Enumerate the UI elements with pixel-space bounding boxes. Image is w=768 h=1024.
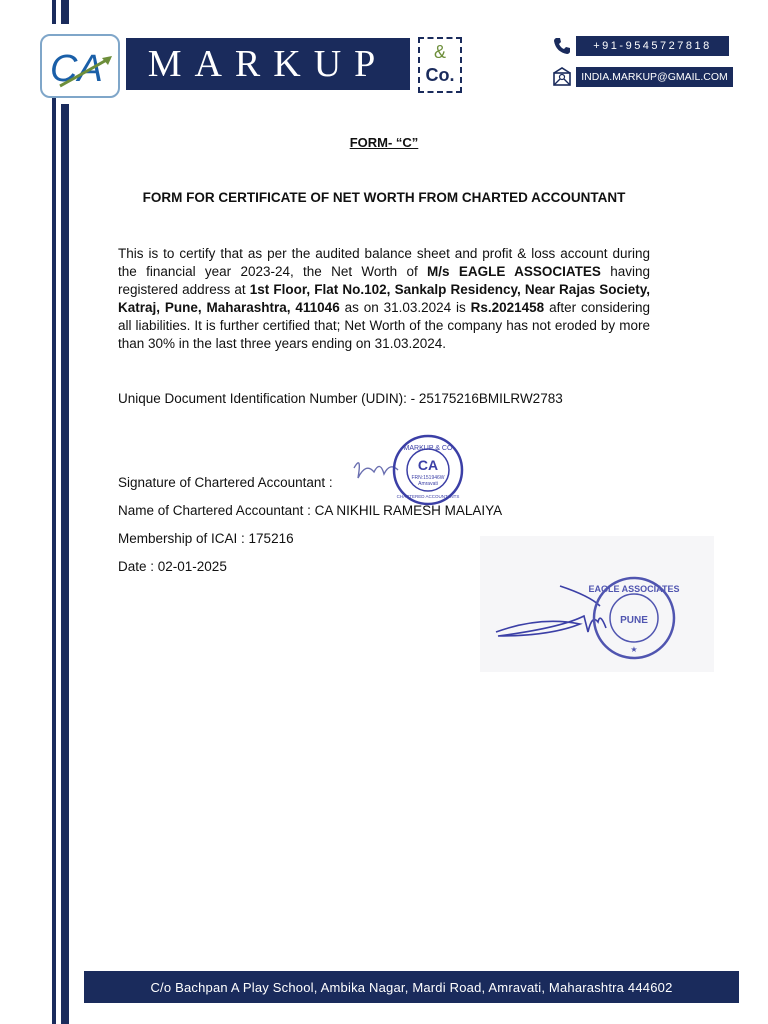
left-border-bar xyxy=(61,104,69,1024)
email-contact xyxy=(552,67,733,87)
footer-address-bar xyxy=(84,971,739,1003)
co-box xyxy=(418,37,462,93)
co-label: Co. xyxy=(425,65,455,85)
ca-name-line: Name of Chartered Accountant : CA NIKHIL RAMESH MALAIYA xyxy=(118,503,503,518)
form-title: FORM- “C” xyxy=(349,135,419,150)
para-text: having registered address at xyxy=(118,264,650,297)
stamp-frn: FRN:151946W xyxy=(411,475,445,481)
para-text: This is to certify that as per the audited balance sheet and profit & loss account during the financial year 2023-24, the Net Worth of xyxy=(118,246,650,279)
stamp-city: Amravati xyxy=(418,481,438,487)
phone-icon xyxy=(552,36,572,56)
stamp-bottom-text: CHARTERED ACCOUNTANTS xyxy=(396,494,460,499)
date-line: Date : 02-01-2025 xyxy=(118,559,227,574)
ca-logo xyxy=(40,34,120,98)
logo-text: CA xyxy=(50,48,103,90)
form-heading: FORM FOR CERTIFICATE OF NET WORTH FROM CHARTED ACCOUNTANT xyxy=(142,190,626,205)
left-border-bar xyxy=(52,0,56,24)
firm-name: MARKUP xyxy=(147,43,389,85)
phone-contact xyxy=(552,36,729,56)
ca-signature-stamp xyxy=(340,432,470,508)
envelope-icon xyxy=(552,67,572,87)
stamp-top-text: MARKUP & CO xyxy=(403,445,453,452)
registered-address: 1st Floor, Flat No.102, Sankalp Residency, Near Rajas Society, Katraj, Pune, Maharashtra, 411046 xyxy=(118,282,650,315)
signature-label: Signature of Chartered Accountant : xyxy=(118,475,333,490)
footer-address: C/o Bachpan A Play School, Ambika Nagar, Mardi Road, Amravati, Maharashtra 444602 xyxy=(150,979,673,995)
para-text: as on 31.03.2024 is xyxy=(339,300,471,315)
certificate-paragraph xyxy=(118,245,650,353)
star-icon: ★ xyxy=(630,645,638,654)
eagle-stamp-center: PUNE xyxy=(620,615,648,626)
email-address: INDIA.MARKUP@GMAIL.COM xyxy=(576,67,733,87)
udin-line: Unique Document Identification Number (UDIN): - 25175216BMILRW2783 xyxy=(118,391,563,406)
eagle-stamp-top: EAGLE ASSOCIATES xyxy=(588,584,680,594)
left-border-bar xyxy=(61,0,69,24)
left-border-bar xyxy=(52,96,56,1024)
para-text: after considering all liabilities. It is further certified that; Net Worth of the company has not eroded by more than 30% in the last three years ending on 31.03.2024. xyxy=(118,300,650,351)
stamp-center-text: CA xyxy=(417,457,439,473)
phone-number: +91-9545727818 xyxy=(576,36,729,56)
net-worth-amount: Rs.2021458 xyxy=(470,300,545,315)
eagle-signature-stamp xyxy=(480,536,714,672)
ampersand: & xyxy=(433,42,446,62)
company-name: M/s EAGLE ASSOCIATES xyxy=(427,264,601,279)
membership-line: Membership of ICAI : 175216 xyxy=(118,531,294,546)
firm-name-banner xyxy=(126,38,410,90)
